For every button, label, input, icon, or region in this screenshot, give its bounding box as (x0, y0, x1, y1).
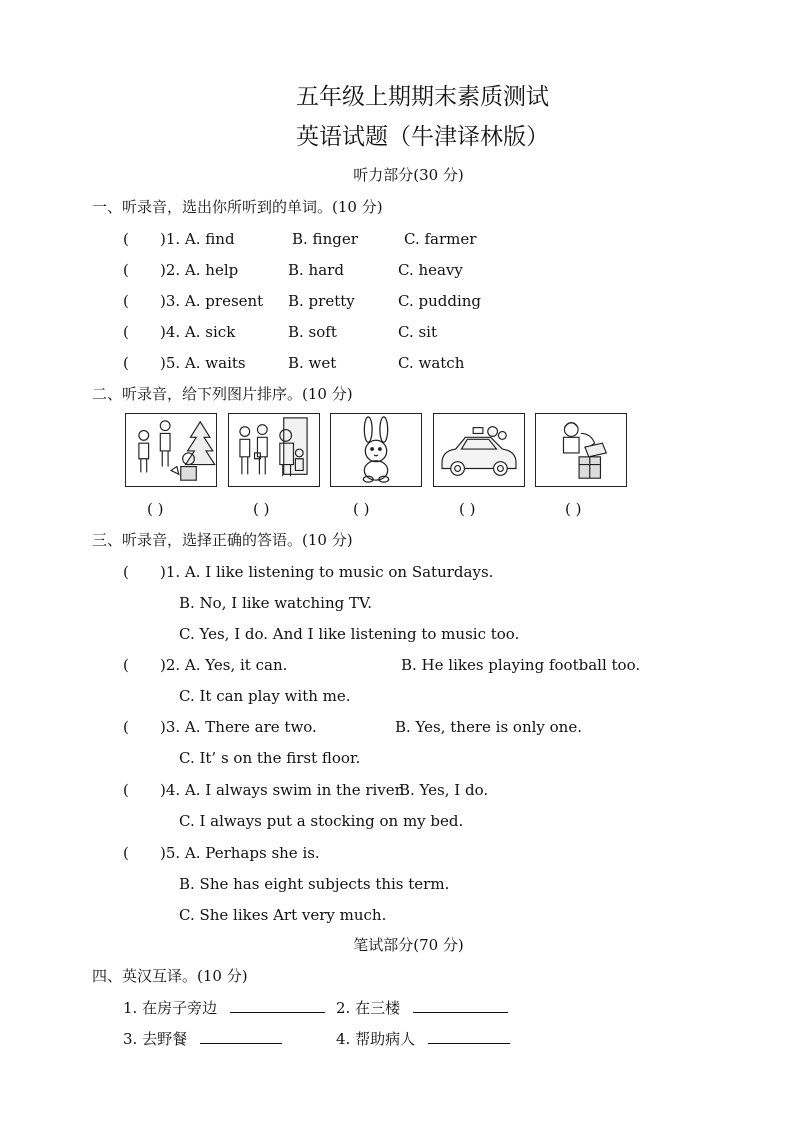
picture-family-at-door (228, 413, 320, 487)
option-b: B. Yes, there is only one. (395, 718, 582, 736)
written-header: 笔试部分(70 分) (353, 936, 464, 954)
option-c: C. sit (398, 323, 438, 341)
section-4-title: 四、英汉互译。(10 分) (92, 967, 248, 985)
option-c: C. I always put a stocking on my bed. (179, 812, 464, 830)
answer-paren: ( (123, 261, 129, 279)
translation-item (123, 998, 325, 1018)
page-title: 五年级上期期末素质测试 (296, 84, 549, 110)
option-a: )4. A. sick (160, 323, 236, 341)
option-b: B. wet (288, 354, 337, 372)
option-a: )3. A. There are two. (160, 718, 317, 736)
section-2-title: 二、听录音，给下列图片排序。(10 分) (92, 385, 353, 403)
translation-item (336, 1029, 510, 1049)
option-c: C. It can play with me. (179, 687, 351, 705)
option-c: C. pudding (398, 292, 482, 310)
answer-paren: ( (123, 718, 129, 736)
option-b: B. finger (292, 230, 358, 248)
answer-blank[interactable] (428, 1029, 510, 1044)
option-a: )4. A. I always swim in the river. (160, 781, 405, 799)
answer-paren: ( (123, 292, 129, 310)
option-a: )5. A. Perhaps she is. (160, 844, 320, 862)
answer-paren: ( (123, 844, 129, 862)
translation-prompt: 3. 去野餐 (123, 1030, 188, 1048)
option-a: )5. A. waits (160, 354, 246, 372)
option-b: B. He likes playing football too. (401, 656, 641, 674)
translation-prompt: 4. 帮助病人 (336, 1030, 416, 1048)
option-a: )2. A. Yes, it can. (160, 656, 288, 674)
translation-prompt: 1. 在房子旁边 (123, 999, 218, 1017)
picture-toy-car (433, 413, 525, 487)
option-c: C. farmer (404, 230, 477, 248)
picture-answer-paren: ( ) (147, 500, 164, 518)
answer-blank[interactable] (200, 1029, 282, 1044)
picture-answer-paren: ( ) (565, 500, 582, 518)
answer-paren: ( (123, 656, 129, 674)
option-a: )1. A. I like listening to music on Saturdays. (160, 563, 494, 581)
section-3-title: 三、听录音，选择正确的答语。(10 分) (92, 531, 353, 549)
page-subtitle: 英语试题（牛津译林版） (296, 124, 549, 150)
picture-answer-paren: ( ) (353, 500, 370, 518)
option-b: B. No, I like watching TV. (179, 594, 372, 612)
translation-prompt: 2. 在三楼 (336, 999, 401, 1017)
answer-paren: ( (123, 781, 129, 799)
translation-item (336, 998, 508, 1018)
answer-paren: ( (123, 323, 129, 341)
section-1-title: 一、听录音，选出你所听到的单词。(10 分) (92, 198, 383, 216)
translation-item (123, 1029, 282, 1049)
answer-blank[interactable] (230, 998, 325, 1013)
answer-paren: ( (123, 354, 129, 372)
picture-answer-paren: ( ) (459, 500, 476, 518)
option-b: B. hard (288, 261, 344, 279)
option-b: B. She has eight subjects this term. (179, 875, 450, 893)
picture-christmas-scene (125, 413, 217, 487)
option-c: C. Yes, I do. And I like listening to music too. (179, 625, 520, 643)
picture-rabbit (330, 413, 422, 487)
answer-paren: ( (123, 230, 129, 248)
listening-header: 听力部分(30 分) (353, 166, 464, 184)
option-b: B. Yes, I do. (399, 781, 489, 799)
option-a: )1. A. find (160, 230, 235, 248)
option-a: )2. A. help (160, 261, 239, 279)
option-c: C. It’ s on the first floor. (179, 749, 361, 767)
option-b: B. pretty (288, 292, 355, 310)
option-a: )3. A. present (160, 292, 264, 310)
picture-girl-with-gifts (535, 413, 627, 487)
picture-answer-paren: ( ) (253, 500, 270, 518)
option-c: C. watch (398, 354, 465, 372)
option-c: C. She likes Art very much. (179, 906, 387, 924)
answer-blank[interactable] (413, 998, 508, 1013)
option-c: C. heavy (398, 261, 463, 279)
answer-paren: ( (123, 563, 129, 581)
option-b: B. soft (288, 323, 337, 341)
